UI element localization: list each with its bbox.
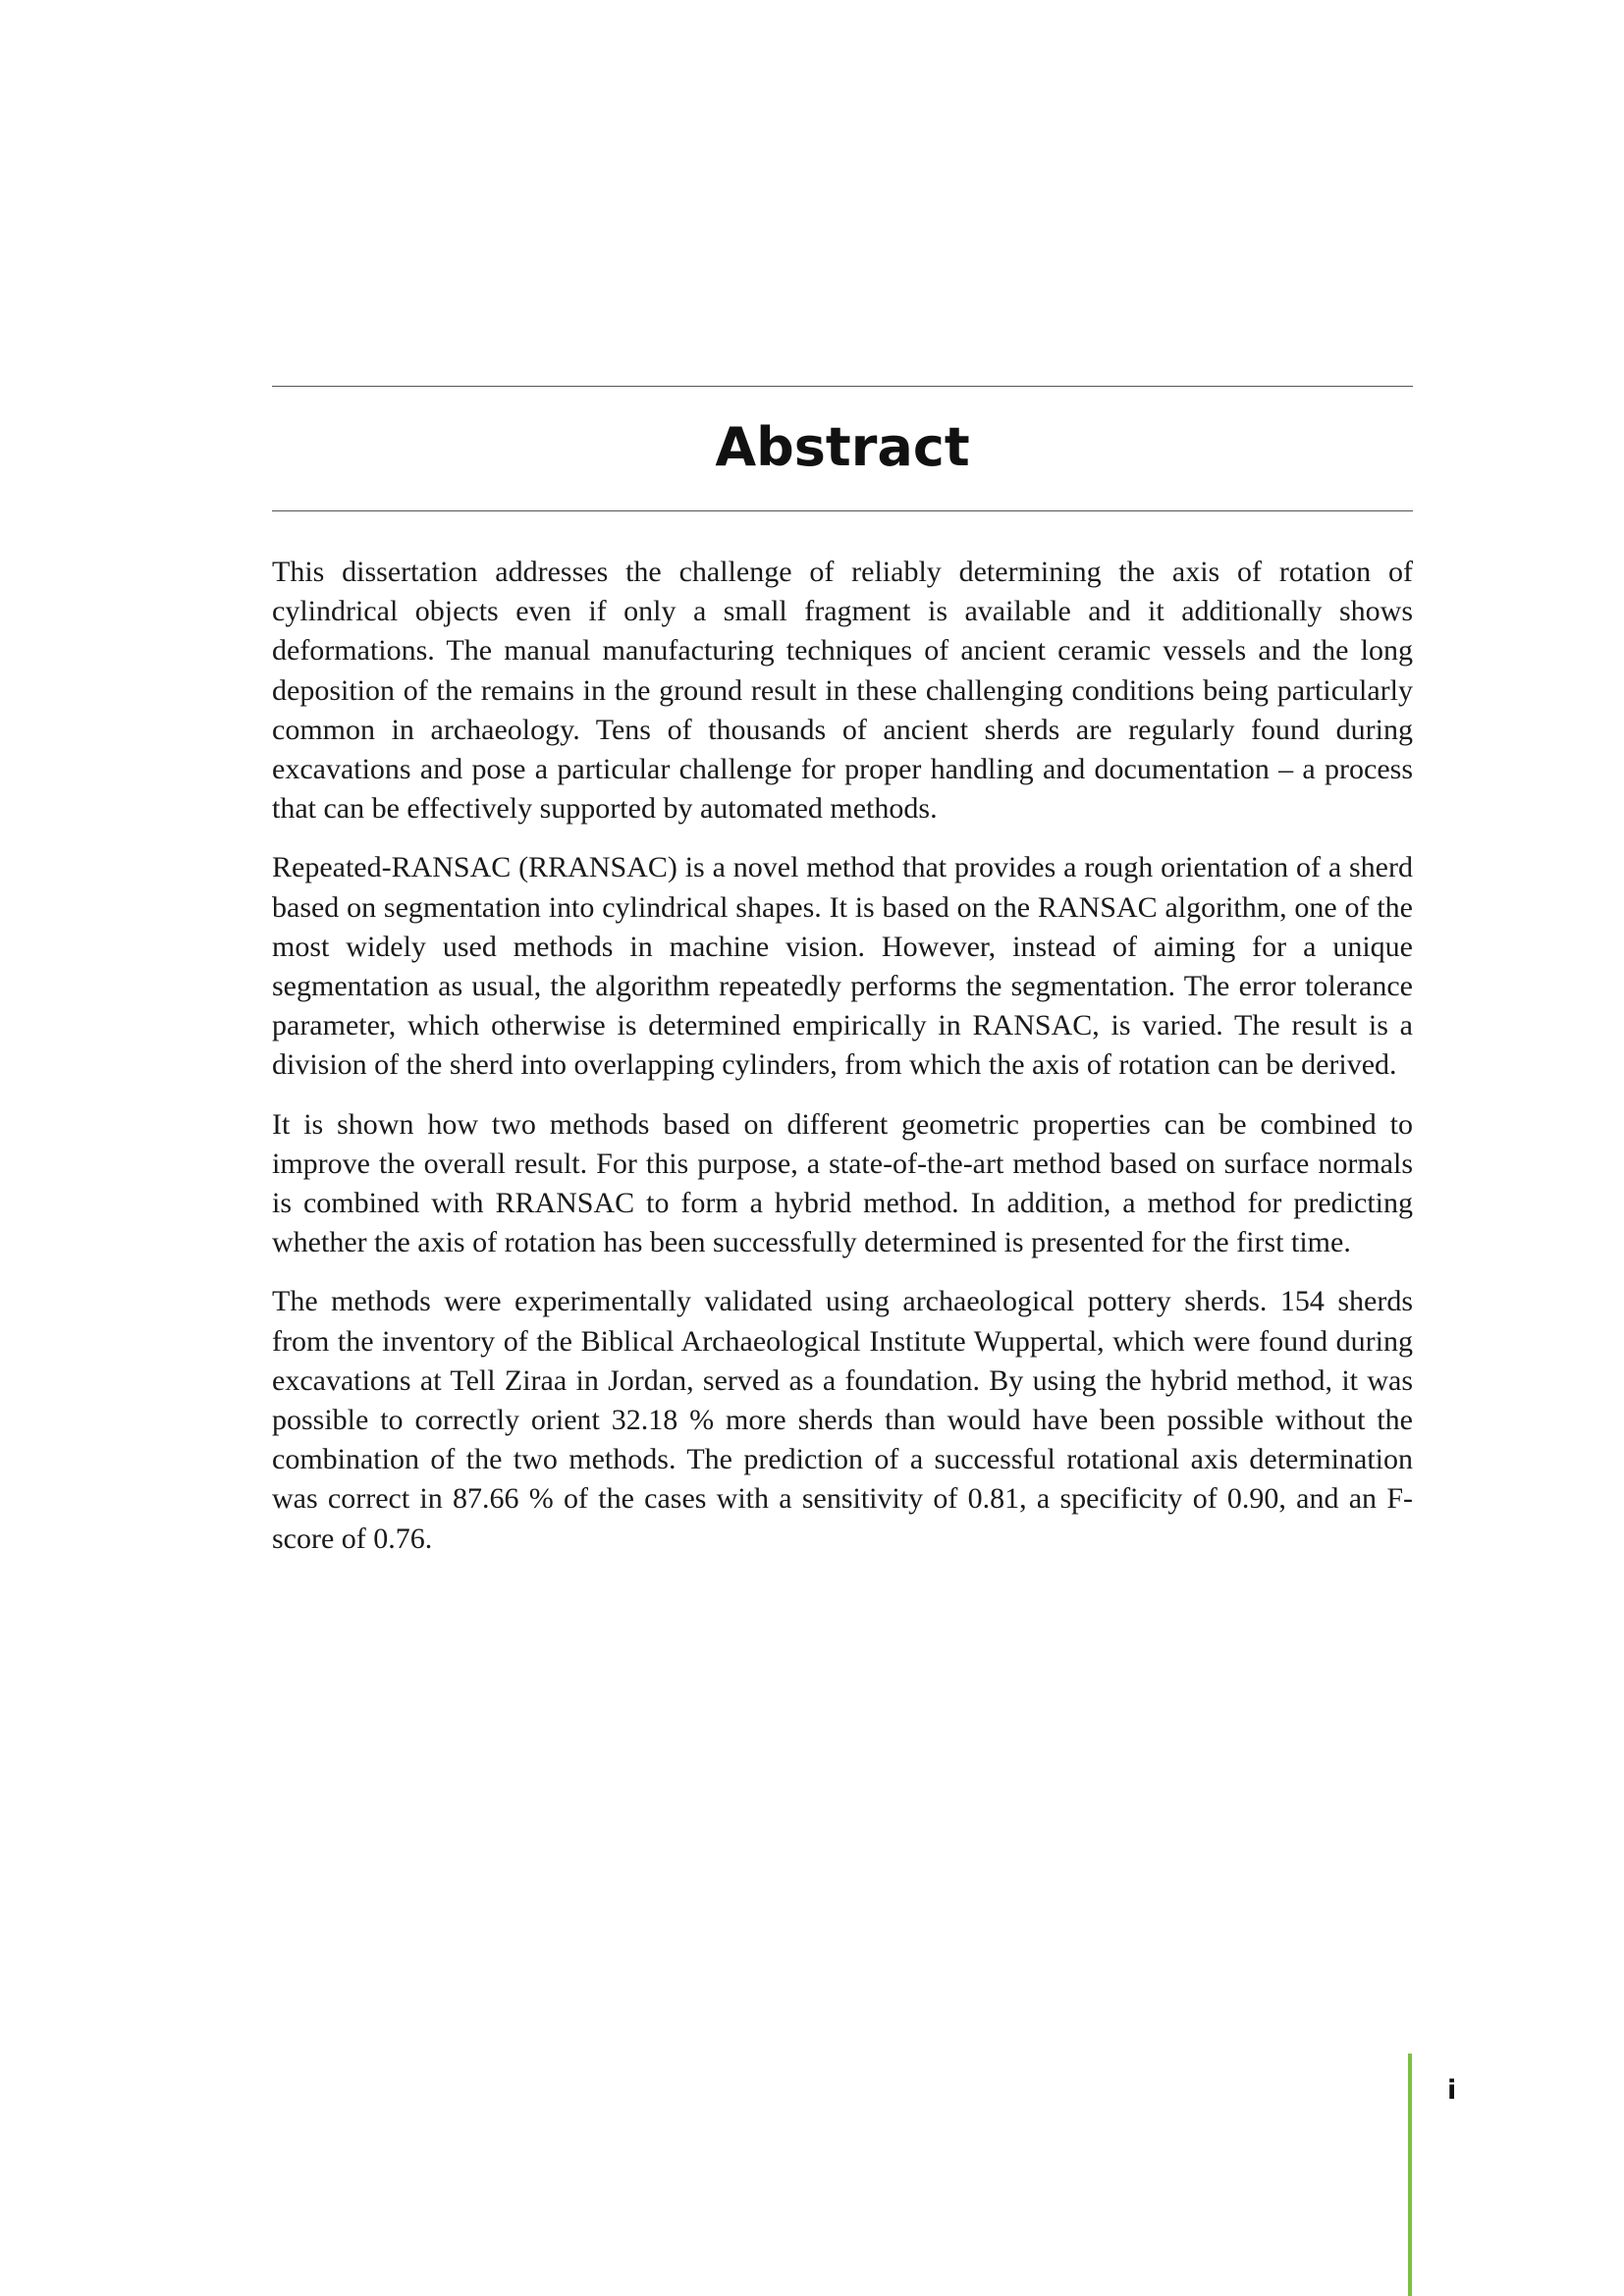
- title-rule-top: [272, 386, 1413, 387]
- margin-accent-bar: [1408, 2054, 1412, 2296]
- page-number: i: [1447, 2075, 1457, 2106]
- abstract-paragraph-2: Repeated-RANSAC (RRANSAC) is a novel method that provides a rough orientation of a sherd based on segmentation into cylindrical shapes. It is based on the RANSAC algorithm, one of the most widely used methods in machine vision. However, instead of aiming for a unique segmentation as usual, the algorithm repeatedly performs the segmentation. The error tolerance parameter, which otherwise is determined empirically in RANSAC, is varied. The result is a division of the sherd into overlapping cylinders, from which the axis of rotation can be derived.: [272, 851, 1413, 1082]
- abstract-paragraph-3: It is shown how two methods based on different geometric properties can be combined to improve the overall result. For this purpose, a state-of-the-art method based on surface normals is combined with RRANSAC to form a hybrid method. In addition, a method for predicting whether the axis of rotation has been successfully determined is presented for the first time.: [272, 1107, 1413, 1259]
- abstract-paragraph-1: This dissertation addresses the challenge of reliably determining the axis of rotation of cylindrical objects even if only a small fragment is available and it additionally shows deformations. The manual manufacturing techniques of ancient ceramic vessels and the long deposition of the remains in the ground result in these challenging conditions being particularly common in archaeology. Tens of thousands of ancient sherds are regularly found during excavations and pose a particular challenge for proper handling and documentation – a process that can be effectively supported by automated methods.: [272, 556, 1413, 826]
- page-title: Abstract: [715, 416, 970, 478]
- abstract-body: [272, 553, 1413, 1578]
- title-rule-bottom: [272, 510, 1413, 511]
- abstract-paragraph-4: The methods were experimentally validated using archaeological pottery sherds. 154 sherds from the inventory of the Biblical Archaeological Institute Wuppertal, which were found during excavations at Tell Ziraa in Jordan, served as a foundation. By using the hybrid method, it was possible to correctly orient 32.18 % more sherds than would have been possible without the combination of the two methods. The prediction of a successful rotational axis determination was correct in 87.66 % of the cases with a sensitivity of 0.81, a specificity of 0.90, and an F-score of 0.76.: [272, 1285, 1413, 1555]
